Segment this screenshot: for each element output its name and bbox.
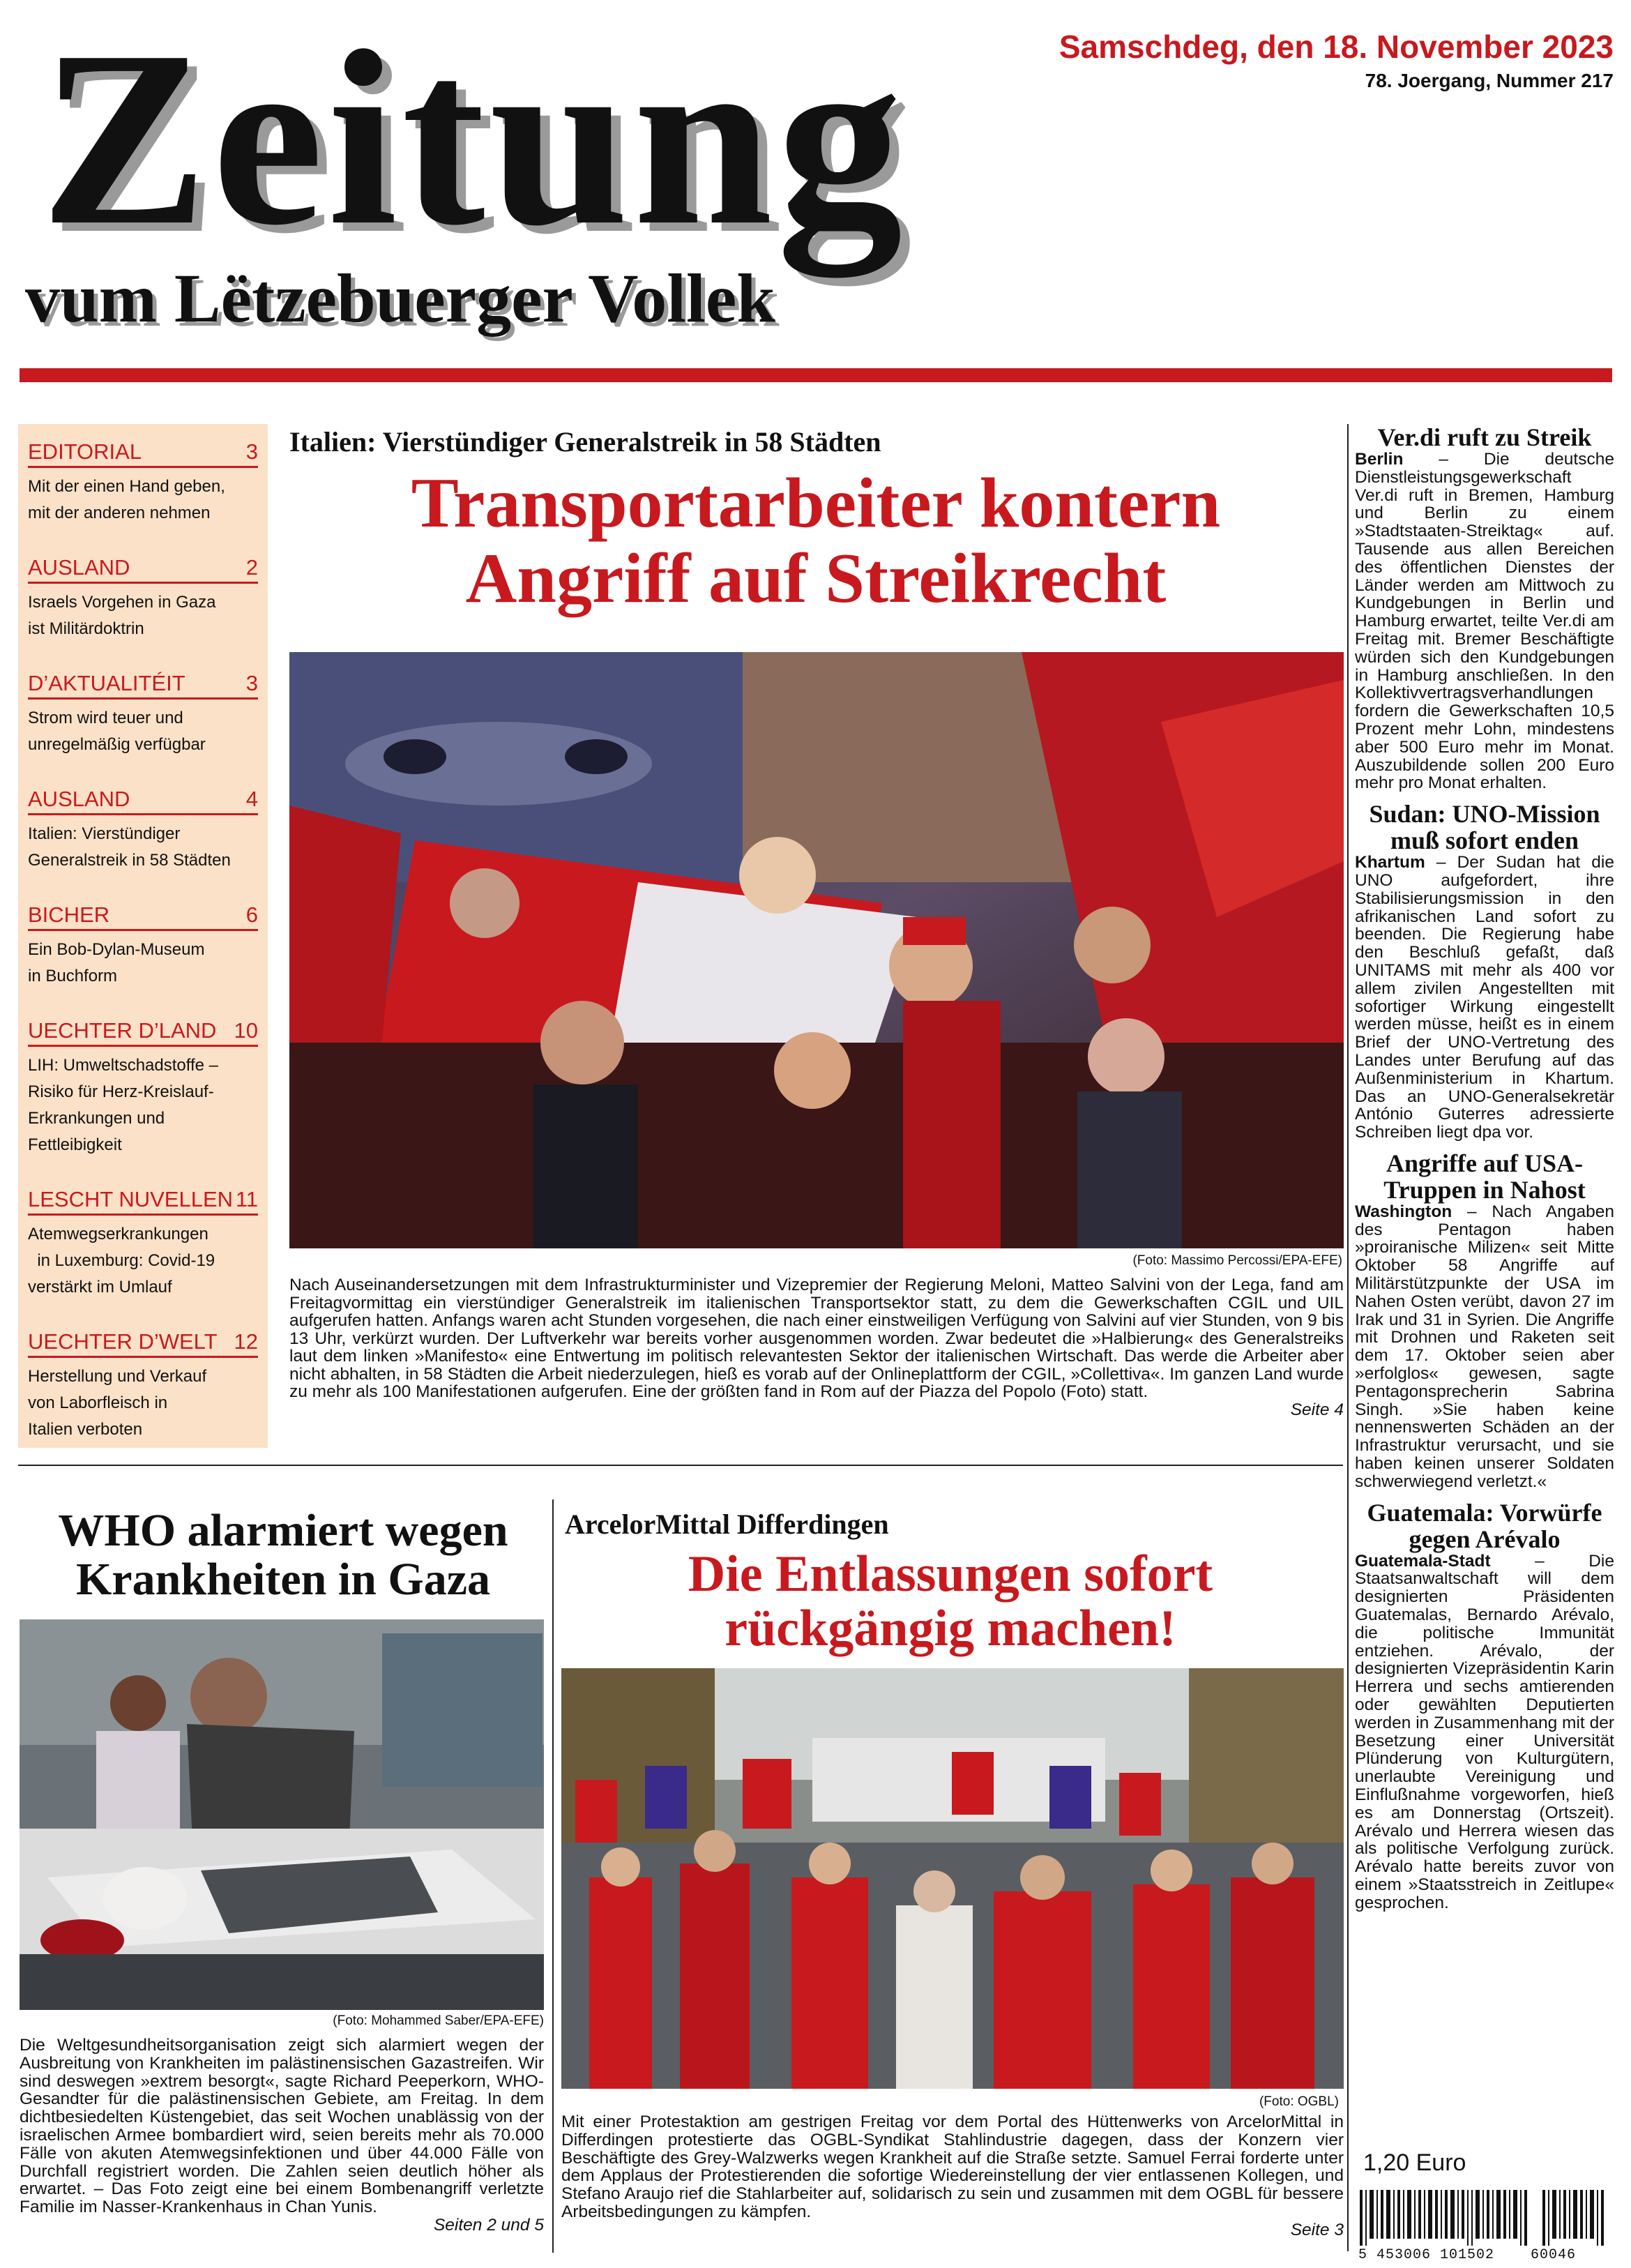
toc-section: AUSLAND [28, 787, 130, 811]
issue-date: Samschdeg, den 18. November 2023 [1059, 29, 1614, 65]
toc-page: 2 [245, 555, 258, 580]
protest-crowd-photo [289, 652, 1344, 1248]
toc-entry[interactable] [28, 1018, 258, 1158]
toc-text-line: Atemwegserkrankungen [28, 1225, 208, 1243]
toc-page: 4 [245, 787, 258, 811]
toc-entry[interactable] [28, 1187, 258, 1301]
toc-section: EDITORIAL [28, 439, 142, 464]
toc-text-line: unregelmäßig verfügbar [28, 735, 206, 754]
brief-body [1355, 1552, 1614, 1912]
brief-text: – Die Staatsanwaltschaft will dem designierten Präsidenten Guatemalas, Bernardo Arévalo, die politische Immunität entziehen. Arévalo, der designierten Vizepräsidentin Karin Herrera und sechs amtierenden oder gewählten Deputierten werden in Zusammenhang mit der Besetzung einer Universität Plünderung von Kulturgütern, unerlaubte Vereinigung und Einflußnahme vorgeworfen, hieß es am Donnerstag (Ortszeit). Arévalo und Herrera wiesen das als politische Verfolgung zurück. Arévalo hatte bereits zuvor von einem »Staatsstreich in Zeitlupe« gesprochen. [1355, 1551, 1614, 1912]
toc-entry[interactable] [28, 671, 258, 758]
toc-text-line: verstärkt im Umlauf [28, 1278, 172, 1296]
issue-number: 78. Joergang, Nummer 217 [1365, 70, 1614, 91]
photo-caption: (Foto: Massimo Percossi/EPA-EFE) [1132, 1253, 1342, 1268]
toc-text-line: Italien: Vierstündiger [28, 824, 181, 843]
toc-section: UECHTER D’LAND [28, 1018, 217, 1043]
toc-entry[interactable] [28, 787, 258, 874]
lead-headline[interactable] [293, 466, 1339, 617]
lead-kicker: Italien: Vierstündiger Generalstreik in 58 Städten [289, 426, 881, 458]
union-protest-photo [561, 1668, 1344, 2089]
arcelor-headline-line: rückgängig machen! [725, 1600, 1176, 1657]
lead-body [289, 1276, 1344, 1419]
toc-section: BICHER [28, 902, 110, 927]
barcode-digits: 5 453006 101502 60046 [1358, 2247, 1577, 2263]
table-of-contents [18, 424, 268, 1448]
toc-text-line: Ein Bob-Dylan-Museum [28, 940, 205, 959]
who-body-text: Die Weltgesundheitsorganisation zeigt sich alarmiert wegen der Ausbreitung von Krankheiten im palästinensischen Gazastreifen. Wir sind deswegen »extrem besorgt«, sagte Richard Peeperkorn, WHO-Gesandter für die palästinensischen Gebiete, am Freitag. In dem dichtbesiedelten Küstengebiet, das seit Wochen unablässig von der israelischen Armee bombardiert wird, seien bereits mehr als 70.000 Fälle von akuten Atemwegsinfektionen und über 44.000 Fälle von Durchfall registriert worden. Die Zahlen seien deutlich höher als erwartet. – Das Foto zeigt eine bei einem Bombenangriff verletzte Familie im Nasser-Krankenhaus in Chan Yunis. [20, 2036, 544, 2217]
toc-section: UECHTER D’WELT [28, 1329, 218, 1354]
lead-headline-line: Transportarbeiter kontern [411, 464, 1221, 543]
brief-dateline: Berlin [1355, 450, 1404, 469]
toc-text-line: Mit der einen Hand geben, [28, 477, 225, 496]
brief-text: – Die deutsche Dienstleistungsgewerkschaft Ver.di ruft in Bremen, Hamburg und Berlin zu einem »Stadtstaaten-Streiktag« auf. Tausende aus allen Bereichen des öffentlichen Dienstes der Länder werden am Mittwoch zu Kundgebungen in Berlin und Hamburg erwartet, teilte Ver.di am Freitag mit. Bremer Beschäftigte würden sich den Kundgebungen in Hamburg anschließen. In den Kollektivvertragsverhandlungen fordern die Gewerkschaften 10,5 Prozent mehr Lohn, mindestens aber 500 Euro mehr im Monat. Auszubildende sollen 200 Euro mehr pro Monat erhalten. [1355, 450, 1614, 793]
brief-body [1355, 1203, 1614, 1491]
toc-page: 3 [245, 439, 258, 464]
arcelor-kicker: ArcelorMittal Differdingen [565, 1509, 889, 1540]
who-body [20, 2036, 544, 2235]
toc-page: 10 [234, 1018, 258, 1043]
toc-text-line: mit der anderen nehmen [28, 504, 211, 522]
toc-text-line: Risiko für Herz-Kreislauf- [28, 1082, 214, 1101]
toc-text-line: LIH: Umweltschadstoffe – [28, 1056, 219, 1075]
hospital-photo [20, 1619, 544, 2010]
brief-headline[interactable]: Sudan: UNO-Mission muß sofort enden [1369, 800, 1600, 855]
arcelor-headline-line: Die Entlassungen sofort [688, 1545, 1213, 1603]
toc-text-line: Generalstreik in 58 Städten [28, 851, 231, 870]
brief-text: – Nach Angaben des Pentagon haben »proiranische Milizen« seit Mitte Oktober 58 Angriffe auf Militärstützpunkte der USA im Nahen Osten verübt, davon 27 im Irak und 31 in Syrien. Die Angriffe mit Drohnen und Raketen seit dem 17. Oktober seien aber »erfolglos« gewesen, sagte Pentagonsprecherin Sabrina Singh. »Sie haben keine nennenswerten Schäden an der Infrastruktur verursacht, und sie haben keinen unserer Soldaten schwerwiegend verletzt.« [1355, 1202, 1614, 1491]
arcelor-body [561, 2113, 1344, 2239]
who-headline-line: Krankheiten in Gaza [75, 1554, 491, 1605]
column-rule [552, 1499, 554, 2253]
barcode-icon [1360, 2190, 1611, 2246]
masthead-subtitle: vum Lëtzebuerger Vollek [25, 259, 775, 337]
page-reference[interactable]: Seite 4 [1290, 1400, 1344, 1419]
photo-caption: (Foto: OGBL) [1259, 2094, 1339, 2109]
brief-dateline: Guatemala-Stadt [1355, 1551, 1491, 1571]
toc-text-line: in Luxemburg: Covid-19 [28, 1251, 215, 1270]
masthead-rule [20, 368, 1612, 382]
toc-text-line: Herstellung und Verkauf [28, 1367, 207, 1386]
masthead-title: Zeitung [40, 0, 907, 277]
page-reference[interactable]: Seite 3 [1290, 2220, 1344, 2239]
brief-headline[interactable]: Guatemala: Vorwürfe gegen Arévalo [1367, 1498, 1602, 1553]
who-photo[interactable] [20, 1619, 544, 2010]
barcode-graphic [1360, 2190, 1611, 2246]
toc-page: 3 [245, 671, 258, 695]
price: 1,20 Euro [1363, 2149, 1466, 2176]
brief-headline[interactable]: Ver.di ruft zu Streik [1377, 423, 1592, 451]
toc-entry[interactable] [28, 439, 258, 527]
toc-section: LESCHT NUVELLEN [28, 1187, 234, 1211]
who-headline-line: WHO alarmiert wegen [58, 1505, 508, 1556]
toc-section: D’AKTUALITÉIT [28, 671, 185, 695]
brief-dateline: Washington [1355, 1202, 1452, 1221]
toc-page: 11 [235, 1187, 258, 1211]
toc-text-line: Italien verboten [28, 1420, 143, 1439]
news-brief-column [1355, 424, 1614, 1921]
arcelor-photo[interactable] [561, 1668, 1344, 2089]
toc-text-line: Fettleibigkeit [28, 1135, 122, 1154]
toc-text-line: ist Militärdoktrin [28, 619, 144, 638]
toc-entry[interactable] [28, 555, 258, 642]
brief-headline[interactable]: Angriffe auf USA-Truppen in Nahost [1383, 1149, 1586, 1204]
toc-text-line: Strom wird teuer und [28, 709, 183, 727]
lead-body-text: Nach Auseinandersetzungen mit dem Infrastrukturminister und Vizepremier der Regierung Meloni, Matteo Salvini von der Lega, fand am Freitagvormittag ein vierstündiger Generalstreik im italienischen Transportsektor statt, zu dem die Gewerkschaften CGIL und UIL aufgerufen hatten. Anfangs waren acht Stunden vorgesehen, die nach einer einstweiligen Verfügung von Salvini auf vier Stunden, von 9 bis 13 Uhr, verkürzt wurden. Der Luftverkehr war bereits vorher ausgenommen worden. Zwar bedeutet die »Halbierung« des Generalstreiks laut dem linken »Manifesto« eine Entwertung im politisch relevantesten Sektor der italienischen Wirtschaft. Das werde die Arbeiter aber nicht abhalten, in 58 Städten die Arbeit niederzulegen, hieß es vorab auf der Onlineplattform der CGIL, »Collettiva«. Im ganzen Land wurde zu mehr als 100 Manifestationen aufgerufen. Eine der größten fand in Rom auf der Piazza del Popolo (Foto) statt. [289, 1276, 1344, 1401]
toc-text-line: Erkrankungen und [28, 1109, 165, 1128]
brief-dateline: Khartum [1355, 853, 1425, 872]
arcelor-body-text: Mit einer Protestaktion am gestrigen Freitag vor dem Portal des Hüttenwerks von ArcelorMittal in Differdingen protestierte das OGBL-Syndikat Stahlindustrie dagegen, dass der Konzern vier Beschäftigte des Grey-Walzwerks wegen Krankheit auf die Straße setzte. Samuel Ferrai forderte unter dem Applaus der Protestierenden die sofortige Wiedereinstellung der vier entlassenen Kollegen, und Stefano Araujo rief die Stahlarbeiter auf, solidarisch zu sein und zusammen mit dem OGBL für bessere Arbeitsbedingungen zu kämpfen. [561, 2112, 1344, 2221]
lead-headline-line: Angriff auf Streikrecht [465, 539, 1167, 618]
toc-section: AUSLAND [28, 555, 130, 580]
page-reference[interactable]: Seiten 2 und 5 [433, 2215, 544, 2235]
toc-text-line: Israels Vorgehen in Gaza [28, 593, 216, 612]
arcelor-headline[interactable] [563, 1547, 1337, 1656]
toc-entry[interactable] [28, 1329, 258, 1443]
section-rule [18, 1465, 1343, 1466]
lead-photo[interactable] [289, 652, 1344, 1248]
toc-entry[interactable] [28, 902, 258, 990]
brief-body [1355, 451, 1614, 792]
brief-text: – Der Sudan hat die UNO aufgefordert, ihre Stabilisierungsmission in den afrikanischen Land sofort zu beenden. Die Regierung habe den Beschluß gefaßt, daß UNITAMS mit mehr als 400 vor allem zivilen Angestellten mit sofortiger Wirkung eingestellt werden müsse, heißt es in einem Brief der UNO-Vertretung des Landes unter Berufung auf das Außenministerium in Khartum. Das an UNO-Generalsekretär António Guterres adressierte Schreiben liegt dpa vor. [1355, 853, 1614, 1142]
column-rule [1347, 424, 1349, 2251]
toc-page: 12 [234, 1329, 258, 1354]
brief-body [1355, 854, 1614, 1142]
photo-caption: (Foto: Mohammed Saber/EPA-EFE) [333, 2013, 544, 2028]
who-headline[interactable] [18, 1506, 548, 1604]
toc-text-line: von Laborfleisch in [28, 1393, 168, 1412]
toc-page: 6 [245, 902, 258, 927]
toc-text-line: in Buchform [28, 967, 118, 985]
